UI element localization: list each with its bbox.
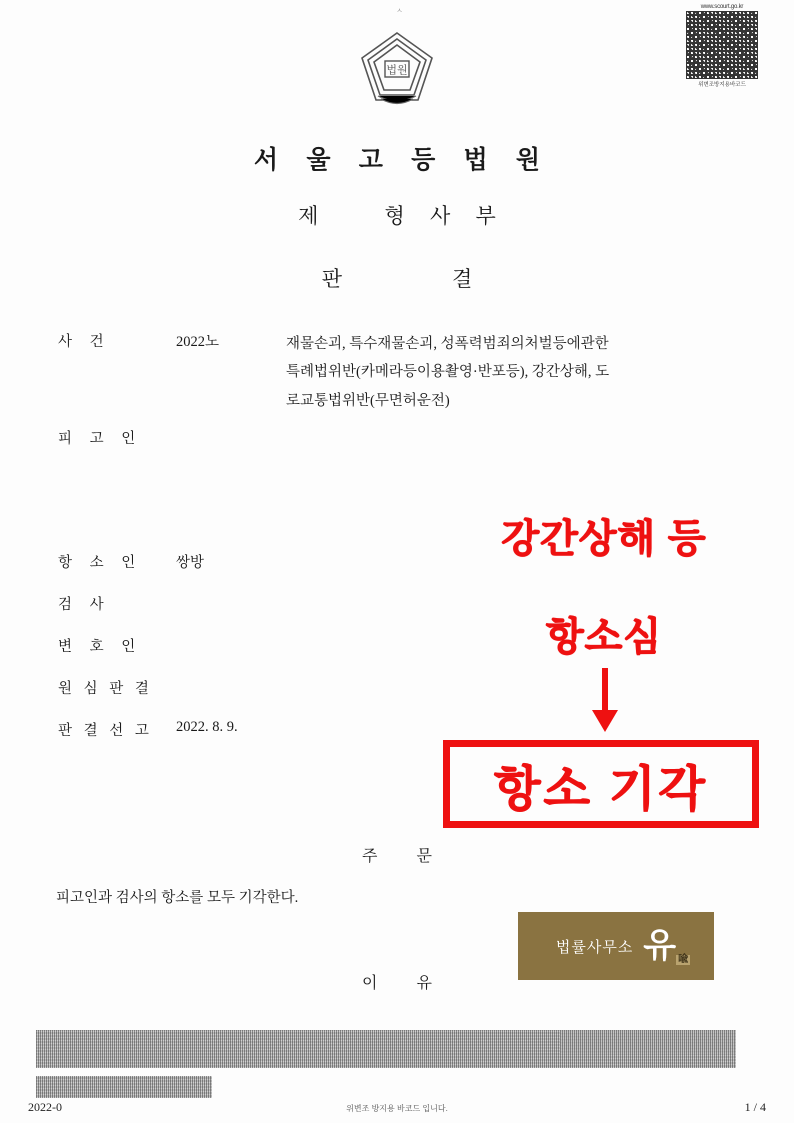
- barcode-caption: 위변조방지용바코드: [698, 82, 746, 88]
- division-suffix: 형 사 부: [384, 204, 506, 228]
- qr-barcode-icon: [686, 11, 758, 79]
- annotation-result-box: [443, 740, 759, 828]
- law-office-stamp: [518, 912, 714, 980]
- case-charge-line-3: 로교통법위반(무면허운전): [286, 392, 450, 409]
- stray-mark: ㅅ: [396, 7, 403, 15]
- field-row-defendant: [56, 427, 746, 455]
- footer-case-number: 2022-0: [28, 1100, 62, 1114]
- doc-title-right: 결: [452, 267, 483, 291]
- division-title: [0, 200, 794, 230]
- svg-text:법원: 법원: [386, 64, 408, 77]
- page-title: 서 울 고 등 법 원: [253, 147, 552, 174]
- footer-page-number: 1 / 4: [744, 1100, 766, 1114]
- division-prefix: 제: [298, 204, 329, 228]
- footer-barcode-note: 위변조 방지용 바코드 입니다.: [346, 1104, 448, 1113]
- field-row-case: [56, 330, 746, 415]
- reason-title-right: 유: [416, 975, 441, 992]
- field-value-case: [286, 330, 746, 415]
- field-label-case: 사 건: [58, 334, 111, 350]
- case-charge-line-1: 재물손괴, 특수재물손괴, 성폭력범죄의처벌등에관한: [286, 336, 609, 352]
- field-label-defendant: 피 고 인: [58, 430, 143, 447]
- case-charge-line-2: 특례법위반(카메라등이용촬영·반포등), 강간상해, 도: [286, 364, 610, 381]
- field-number-appellant: 쌍방: [176, 554, 205, 571]
- scan-noise-band: [36, 1076, 212, 1098]
- annotation-line-2: 항소심: [545, 616, 663, 659]
- order-title-right: 문: [416, 848, 441, 865]
- field-label-appellant: 항 소 인: [58, 554, 143, 571]
- field-number-case: 2022노: [176, 334, 220, 350]
- order-title-left: 주: [362, 848, 387, 865]
- barcode-url: www.scourt.go.kr: [700, 4, 744, 10]
- document-type-title: [0, 263, 794, 293]
- order-body-text: 피고인과 검사의 항소를 모두 기각한다.: [56, 890, 299, 906]
- scan-noise-band: [560, 1030, 736, 1054]
- field-label-judgment-date: 판 결 선 고: [58, 722, 153, 739]
- field-label-original-judgment: 원 심 판 결: [58, 680, 153, 697]
- down-arrow-icon: [590, 668, 620, 734]
- law-office-stamp-text: 법률사무소: [555, 938, 634, 956]
- field-row-original-judgment: [56, 677, 746, 705]
- barcode-block: [686, 4, 758, 88]
- field-number-judgment-date: 2022. 8. 9.: [176, 718, 238, 735]
- annotation-result-text: 항소 기각: [494, 762, 708, 816]
- annotation-line-1: 강간상해 등: [501, 518, 707, 561]
- law-office-logo-sub: 喩: [678, 954, 689, 965]
- order-section-title: [0, 843, 794, 866]
- field-label-prosecutor: 검 사: [58, 596, 111, 613]
- doc-title-left: 판: [321, 267, 352, 291]
- law-office-stamp-logo: [643, 927, 689, 965]
- reason-title-left: 이: [362, 975, 387, 992]
- court-emblem-icon: [354, 28, 440, 106]
- law-office-logo-main: 유: [643, 927, 677, 965]
- field-label-counsel: 변 호 인: [58, 638, 143, 655]
